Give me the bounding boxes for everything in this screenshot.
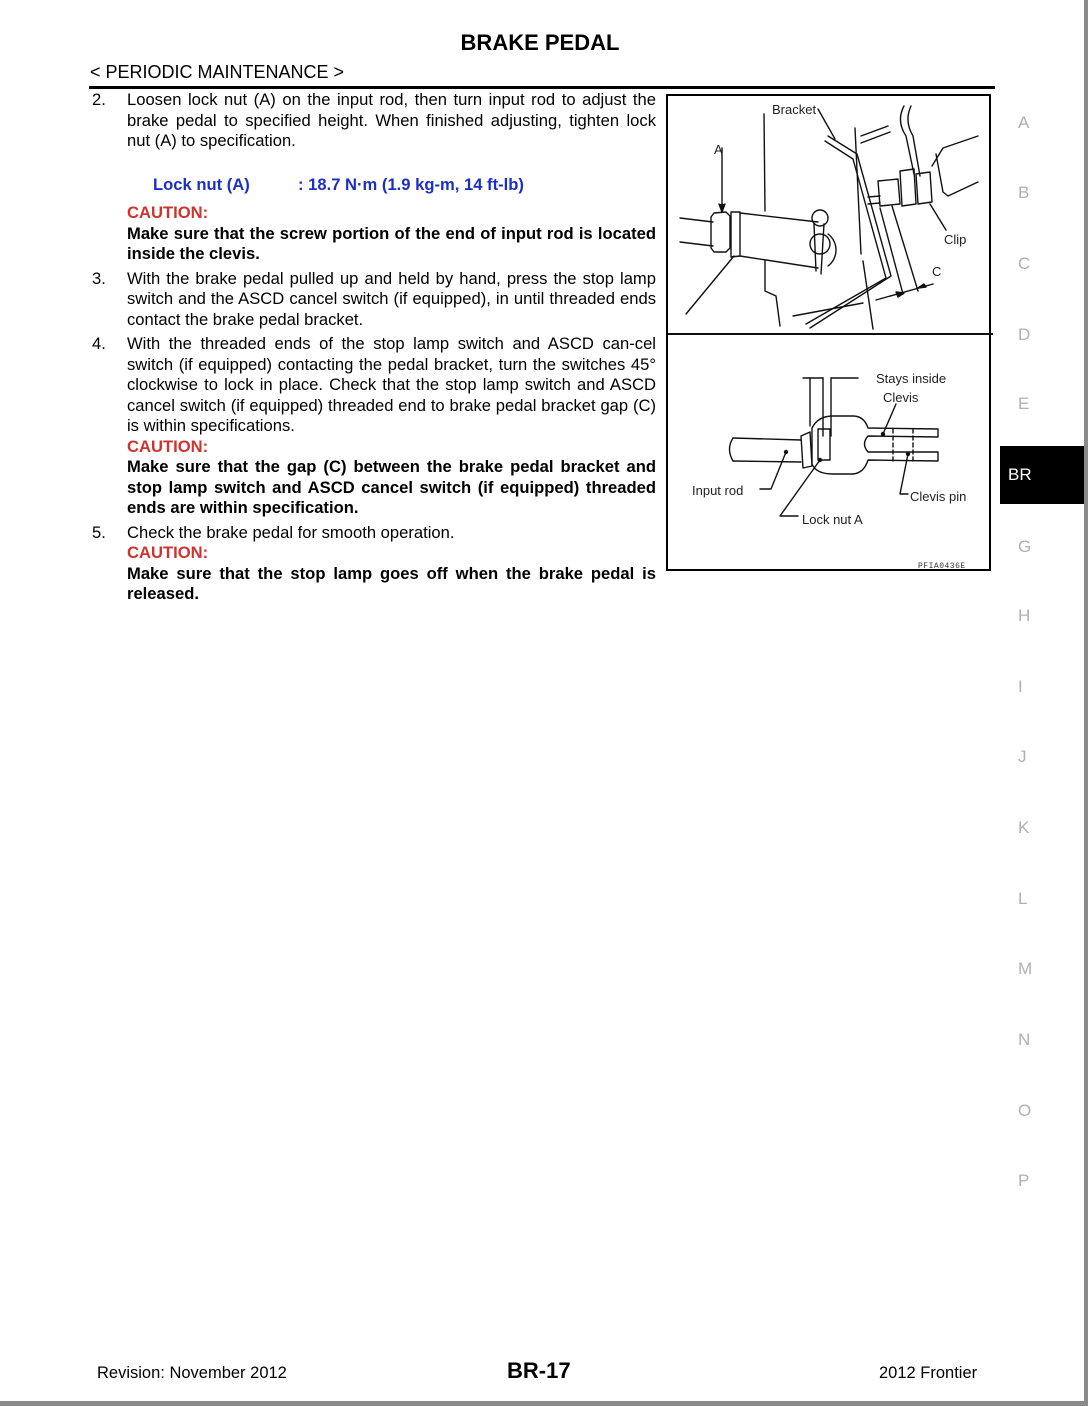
header-rule bbox=[89, 86, 995, 89]
index-tab-l[interactable]: L bbox=[1018, 889, 1028, 908]
step-2 bbox=[90, 90, 656, 265]
pedal-arm-line bbox=[764, 114, 765, 211]
clevis-pin-lines bbox=[893, 429, 913, 461]
step-text: Loosen lock nut (A) on the input rod, then turn input rod to adjust the brake pedal to specified height. When finished adjusting, tighten lock nut (A) to specification. bbox=[127, 90, 656, 150]
caution-label: CAUTION: bbox=[127, 436, 209, 456]
index-tab-m[interactable]: M bbox=[1018, 959, 1033, 978]
footer-page-number: BR-17 bbox=[507, 1358, 571, 1383]
footer-model: 2012 Frontier bbox=[879, 1364, 978, 1382]
floor-line bbox=[793, 303, 863, 316]
index-tab-j[interactable]: J bbox=[1018, 747, 1027, 766]
input-rod-bottom bbox=[680, 242, 713, 246]
index-tab-n[interactable]: N bbox=[1018, 1030, 1031, 1049]
index-tab-p[interactable]: P bbox=[1018, 1171, 1030, 1190]
input-rod-top bbox=[680, 218, 713, 222]
label-a: A bbox=[714, 142, 723, 157]
pedal-arm-edge bbox=[765, 261, 780, 326]
page-edge-bottom bbox=[0, 1401, 1088, 1406]
clevis-leader bbox=[883, 404, 896, 434]
wall-hatch bbox=[861, 126, 890, 143]
lock-nut-leader bbox=[686, 256, 734, 314]
switch-plunger-top bbox=[868, 196, 880, 197]
caution-label: CAUTION: bbox=[127, 203, 209, 222]
switch-body bbox=[932, 136, 978, 196]
index-tab-g[interactable]: G bbox=[1018, 537, 1032, 556]
step-text: With the threaded ends of the stop lamp switch and ASCD can-cel switch (if equipped) contacting the pedal bracket, turn the switches 45° clockwise to lock in place. Check that the stop lamp switch and ASCD cancel switch (if equipped) threaded end to brake pedal bracket gap (C) is within specifications. bbox=[127, 334, 656, 435]
index-tab-d[interactable]: D bbox=[1018, 325, 1031, 344]
input-rod bbox=[733, 438, 801, 462]
label-clevis: Clevis bbox=[883, 390, 919, 405]
step-number: 3. bbox=[92, 268, 106, 288]
lock-nut-a-shape bbox=[801, 432, 812, 468]
label-bracket: Bracket bbox=[772, 102, 817, 117]
input-rod-leader bbox=[760, 452, 786, 489]
label-lock-nut-a: Lock nut A bbox=[802, 512, 863, 527]
page-edge-right bbox=[1084, 0, 1088, 1406]
switch-bracket-plate bbox=[900, 106, 920, 176]
page-title-text: BRAKE PEDAL bbox=[460, 30, 620, 55]
section-heading: < PERIODIC MAINTENANCE > bbox=[90, 62, 345, 82]
switch-nut-front bbox=[878, 179, 900, 206]
page-title bbox=[0, 30, 1084, 56]
footer-revision: Revision: November 2012 bbox=[97, 1364, 287, 1382]
caution-text: Make sure that the stop lamp goes off when the brake pedal is released. bbox=[127, 563, 656, 603]
procedure-content bbox=[90, 90, 656, 605]
lock-nut-leader bbox=[780, 460, 820, 516]
stop-lamp-switch-illustration bbox=[668, 106, 993, 334]
label-c: C bbox=[932, 264, 942, 279]
caution-text: Make sure that the screw portion of the end of input rod is located inside the clevis. bbox=[127, 223, 656, 263]
label-input-rod: Input rod bbox=[692, 483, 744, 498]
bracket-shape bbox=[806, 141, 886, 324]
torque-spec-label: Lock nut (A) bbox=[153, 174, 250, 194]
clevis-body bbox=[740, 213, 818, 268]
label-clevis-pin: Clevis pin bbox=[910, 489, 967, 504]
clip-leader bbox=[930, 204, 946, 230]
lock-nut-shape bbox=[711, 212, 730, 252]
caution-text: Make sure that the gap (C) between the brake pedal bracket and stop lamp switch and ASCD cancel switch (if equipped) threaded ends are within specification. bbox=[127, 457, 656, 517]
cotter-pin bbox=[814, 224, 824, 274]
index-tab-c[interactable]: C bbox=[1018, 254, 1031, 273]
step-4 bbox=[90, 334, 656, 519]
input-rod-end bbox=[730, 438, 734, 461]
index-tab-a[interactable]: A bbox=[1018, 113, 1030, 132]
step-number: 5. bbox=[92, 522, 106, 542]
index-tab-e[interactable]: E bbox=[1018, 394, 1030, 413]
clevis-pin bbox=[810, 234, 830, 254]
brake-pedal-figure bbox=[666, 94, 991, 571]
rod-thread-end bbox=[818, 429, 830, 460]
index-tab-br[interactable]: BR bbox=[1000, 446, 1084, 504]
label-stays-inside: Stays inside bbox=[876, 371, 947, 386]
step-number: 2. bbox=[92, 90, 106, 109]
step-3 bbox=[90, 269, 656, 331]
torque-spec bbox=[127, 175, 656, 196]
figure-code: PFIA0436E bbox=[918, 562, 966, 571]
step-text: With the brake pedal pulled up and held by hand, press the stop lamp switch and the ASCD cancel switch (if equipped), in until threaded ends contact the brake pedal bracket. bbox=[127, 268, 656, 329]
lock-washer-shape bbox=[731, 212, 740, 257]
caution-label: CAUTION: bbox=[127, 543, 209, 562]
index-tab-i[interactable]: I bbox=[1018, 677, 1023, 696]
index-tab-o[interactable]: O bbox=[1018, 1101, 1032, 1120]
label-clip: Clip bbox=[944, 232, 967, 247]
torque-spec-value: : 18.7 N·m (1.9 kg-m, 14 ft-lb) bbox=[298, 174, 524, 194]
index-tab-h[interactable]: H bbox=[1018, 606, 1031, 625]
step-number: 4. bbox=[92, 334, 106, 353]
bracket-leader bbox=[818, 109, 835, 139]
switch-plunger-bottom bbox=[868, 203, 880, 204]
step-5 bbox=[90, 523, 656, 605]
index-tab-b[interactable]: B bbox=[1018, 183, 1030, 202]
arrow-a-head bbox=[719, 204, 725, 212]
index-tab-k[interactable]: K bbox=[1018, 818, 1030, 837]
switch-thread bbox=[916, 172, 932, 204]
step-text: Check the brake pedal for smooth operation. bbox=[127, 522, 455, 542]
figure-drawing bbox=[668, 96, 993, 573]
gap-ext-line-2 bbox=[892, 206, 918, 291]
